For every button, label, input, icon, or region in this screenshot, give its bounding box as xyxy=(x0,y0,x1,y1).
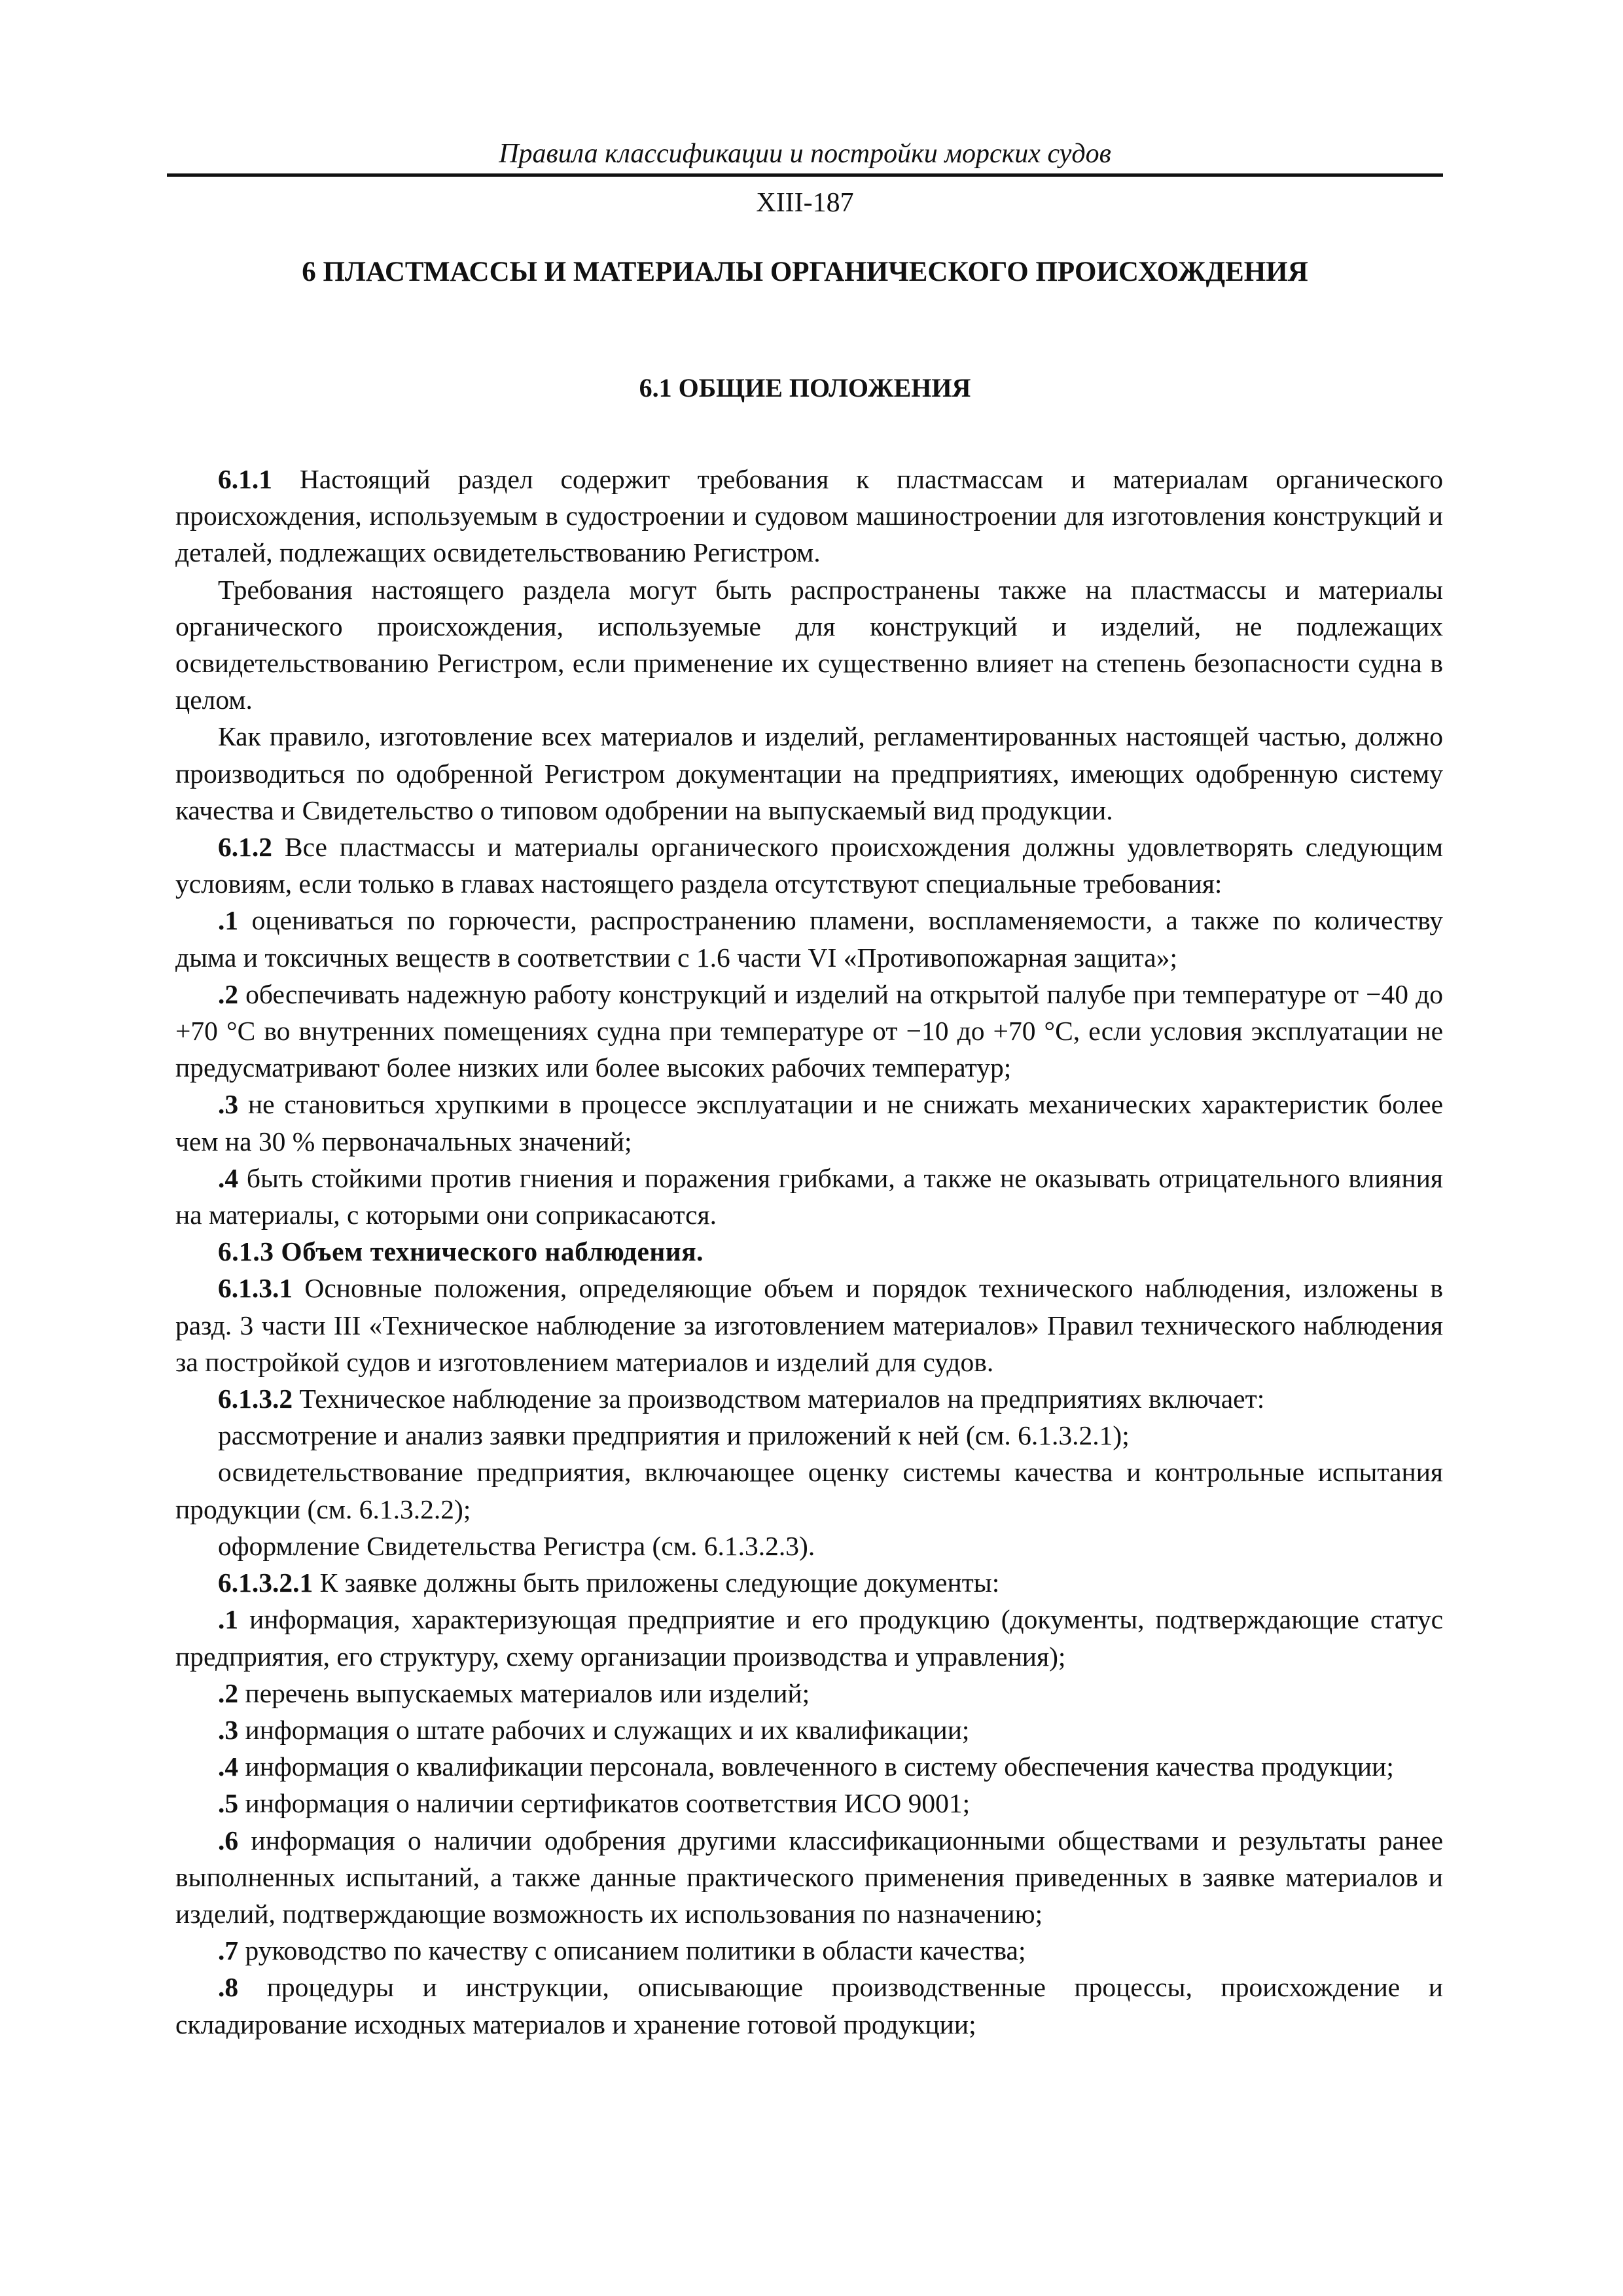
paragraph-text: Настоящий раздел содержит требования к пластмассам и материалам органического происхождения, используемым в судостроении и судовом машиностроении для изготовления конструкций и деталей, подлежащих освидетельствованию Регистром. xyxy=(175,464,1443,568)
item-number: .3 xyxy=(218,1714,239,1745)
paragraph-text: освидетельствование предприятия, включающее оценку системы качества и контрольные испытания продукции (см. 6.1.3.2.2); xyxy=(175,1457,1443,1524)
item-number: .4 xyxy=(218,1751,239,1782)
item-text: перечень выпускаемых материалов или изделий; xyxy=(238,1677,810,1708)
paragraph xyxy=(175,1454,1443,1527)
item-text: процедуры и инструкции, описывающие производственные процессы, происхождение и складирование исходных материалов и хранение готовой продукции; xyxy=(175,1972,1443,2039)
running-header-title: Правила классификации и постройки морских судов xyxy=(499,139,1111,169)
clause-number: 6.1.1 xyxy=(218,464,272,494)
item-text: информация о наличии сертификатов соответствия ИСО 9001; xyxy=(238,1788,971,1819)
item-number: .2 xyxy=(218,978,239,1009)
item-number: .1 xyxy=(218,1604,239,1635)
body-text xyxy=(175,461,1443,2043)
list-item xyxy=(175,1748,1443,1785)
item-number: .7 xyxy=(218,1935,239,1966)
paragraph xyxy=(175,571,1443,719)
item-text: быть стойкими против гниения и поражения грибками, а также не оказывать отрицательного влияния на материалы, с которыми они соприкасаются. xyxy=(175,1162,1443,1230)
paragraph xyxy=(175,718,1443,829)
item-number: .3 xyxy=(218,1089,239,1120)
paragraph xyxy=(175,1417,1443,1454)
item-text: информация, характеризующая предприятие и его продукцию (документы, подтверждающие статус предприятия, его структуру, схему организации производства и управления); xyxy=(175,1604,1443,1672)
header-rule xyxy=(167,173,1443,177)
list-item xyxy=(175,1675,1443,1712)
list-item xyxy=(175,1086,1443,1159)
item-text: информация о штате рабочих и служащих и их квалификации; xyxy=(238,1714,970,1745)
list-item xyxy=(175,902,1443,975)
paragraph-text: рассмотрение и анализ заявки предприятия и приложений к ней (см. 6.1.3.2.1); xyxy=(218,1420,1130,1451)
list-item xyxy=(175,1932,1443,1969)
section-title: 6.1 ОБЩИЕ ПОЛОЖЕНИЯ xyxy=(639,373,971,403)
item-number: .6 xyxy=(218,1825,239,1856)
clause-number: 6.1.3.2.1 xyxy=(218,1568,313,1598)
paragraph xyxy=(175,1528,1443,1564)
list-item xyxy=(175,1160,1443,1233)
item-number: .2 xyxy=(218,1677,239,1708)
item-number: .4 xyxy=(218,1162,239,1193)
clause-number: 6.1.3.1 xyxy=(218,1273,293,1304)
list-item xyxy=(175,1969,1443,2042)
paragraph-6-1-1 xyxy=(175,461,1443,571)
list-item xyxy=(175,1822,1443,1933)
list-item xyxy=(175,1712,1443,1748)
item-number: .8 xyxy=(218,1972,239,2003)
subsection-title: 6.1.3 Объем технического наблюдения. xyxy=(218,1236,704,1267)
paragraph-text: К заявке должны быть приложены следующие документы: xyxy=(313,1568,1000,1598)
paragraph-text: Все пластмассы и материалы органического происхождения должны удовлетворять следующим условиям, если только в главах настоящего раздела отсутствуют специальные требования: xyxy=(175,832,1443,899)
paragraph-6-1-3-2-1 xyxy=(175,1564,1443,1601)
item-text: обеспечивать надежную работу конструкций и изделий на открытой палубе при температуре от −40 до +70 °С во внутренних помещениях судна при температуре от −10 до +70 °С, если условия эксплуатации не предусматривают более низких или более высоких рабочих температур; xyxy=(175,978,1443,1083)
item-number: .5 xyxy=(218,1788,239,1819)
list-item xyxy=(175,976,1443,1086)
item-text: информация о квалификации персонала, вовлеченного в систему обеспечения качества продукции; xyxy=(238,1751,1394,1782)
list-item xyxy=(175,1785,1443,1821)
item-text: информация о наличии одобрения другими классификационными обществами и результаты ранее выполненных испытаний, а также данные практического применения приведенных в заявке материалов и изделий, подтверждающие возможность их использования по назначению; xyxy=(175,1825,1443,1929)
item-text: не становиться хрупкими в процессе эксплуатации и не снижать механических характеристик более чем на 30 % первоначальных значений; xyxy=(175,1089,1443,1157)
clause-number: 6.1.2 xyxy=(218,832,272,863)
paragraph-6-1-3-2 xyxy=(175,1380,1443,1417)
paragraph-6-1-3-1 xyxy=(175,1270,1443,1380)
paragraph-text: Как правило, изготовление всех материалов и изделий, регламентированных настоящей частью, должно производиться по одобренной Регистром документации на предприятиях, имеющих одобренную систему качества и Свидетельство о типовом одобрении на выпускаемый вид продукции. xyxy=(175,721,1443,825)
paragraph-text: оформление Свидетельства Регистра (см. 6.1.3.2.3). xyxy=(218,1530,815,1561)
paragraph-text: Основные положения, определяющие объем и порядок технического наблюдения, изложены в разд. 3 части III «Техническое наблюдение за изготовлением материалов» Правил технического наблюдения за постройкой судов и изготовлением материалов и изделий для судов. xyxy=(175,1273,1443,1377)
subsection-heading xyxy=(175,1233,1443,1270)
chapter-title: 6 ПЛАСТМАССЫ И МАТЕРИАЛЫ ОРГАНИЧЕСКОГО ПРОИСХОЖДЕНИЯ xyxy=(302,257,1308,287)
item-number: .1 xyxy=(218,905,239,936)
page-number: XIII-187 xyxy=(756,188,854,218)
paragraph-text: Требования настоящего раздела могут быть распространены также на пластмассы и материалы органического происхождения, используемые для конструкций и изделий, не подлежащих освидетельствованию Регистром, если применение их существенно влияет на степень безопасности судна в целом. xyxy=(175,574,1443,715)
paragraph-text: Техническое наблюдение за производством материалов на предприятиях включает: xyxy=(293,1384,1265,1414)
item-text: руководство по качеству с описанием политики в области качества; xyxy=(238,1935,1026,1966)
item-text: оцениваться по горючести, распространению пламени, воспламеняемости, а также по количеству дыма и токсичных веществ в соответствии с 1.6 части VI «Противопожарная защита»; xyxy=(175,905,1443,973)
clause-number: 6.1.3.2 xyxy=(218,1384,293,1414)
paragraph-6-1-2 xyxy=(175,829,1443,902)
list-item xyxy=(175,1601,1443,1674)
